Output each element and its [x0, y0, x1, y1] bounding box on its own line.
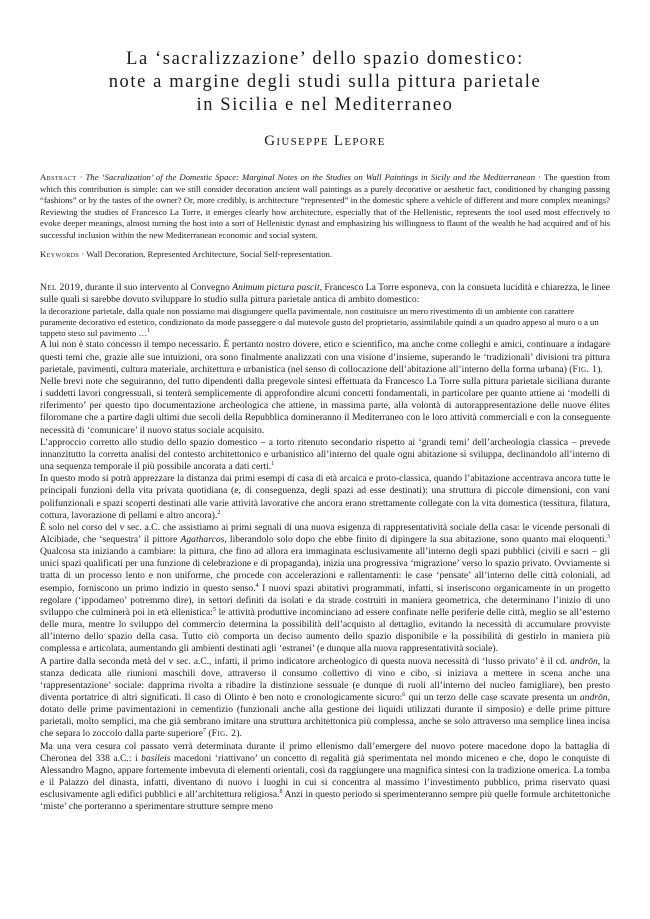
article-body — [40, 282, 610, 814]
term-basileis: basileis — [141, 752, 171, 764]
paragraph-7-text-f: ). — [236, 728, 242, 740]
title-line-1: La ‘sacralizzazione’ dello spazio domestico: — [126, 49, 524, 69]
block-quote — [40, 306, 610, 340]
abstract-label: Abstract — [40, 172, 77, 182]
keywords-text: Wall Decoration, Represented Architecture, Social Self-representation. — [86, 248, 333, 259]
paragraph-8 — [40, 741, 610, 814]
keywords-label: Keywords — [40, 248, 80, 259]
paragraph-6-text-b: , liberandolo solo dopo che ebbe finito di dipingere la sua abitazione, sono quanto mai eloquenti. — [224, 533, 607, 545]
painter-name: Agatharcos — [180, 533, 225, 545]
paragraph-7-text-e: ( — [206, 728, 212, 740]
author-name: Giuseppe Lepore — [264, 133, 386, 149]
footnote-ref[interactable]: 6 — [402, 691, 406, 698]
article-title — [40, 48, 610, 117]
footnote-ref[interactable]: 1 — [271, 460, 275, 467]
figure-ref[interactable]: Fig. 1 — [572, 363, 598, 375]
paragraph-2-text: A lui non è stato concesso il tempo necessario. È pertanto nostro dovere, etico e scientifico, ma anche come colleghi e amici, continuare a indagare questi temi che, grazie alle sue intuizioni, ora sono finalmente analizzati con una visione d’insieme, superando le ‘tradizionali’ divisioni tra pittura parietale, pavimenti, cultura materiale, architettura e urbanistica (nel senso di collocazione dell’abitazione all’interno della forma urbana) ( — [40, 339, 610, 375]
footnote-ref[interactable]: 7 — [203, 728, 207, 735]
paragraph-1 — [40, 282, 610, 306]
paragraph-7-text-c: qui un terzo delle case scavate presenta un — [405, 692, 580, 704]
paragraph-4-text: L’approccio corretto allo studio dello spazio domestico – a torto ritenuto secondario rispetto ai ‘grandi temi’ dell’archeologia classica – prevede innanzitutto la corretta analisi del contesto architettonico e urbanistico all’interno del quale ogni abitazione si sviluppa, declinandolo all’interno di una sequenza temporale il più possibile ancorata a dati certi. — [40, 436, 610, 473]
abstract-text: The question from which this contribution is simple: can we still consider decoration ancient wall paintings as a purely decorative or aesthetic fact, conditioned by changing passing “fashions” or by the tastes of the owner? Or, more credibly, is architecture “represented” in the domestic sphere a vehicle of different and more complex meanings? Reviewing the studies of Francesco La Torre, it emerges clearly how architecture, especially that of the Hellenistic, represents the tool used most effectively to evoke deeper meanings, almost turning the host into a sort of Hellenistic dynast and emphasizing his willingness to flaunt of the wealth he had acquired and of his successful inclusion within the new Mediterranean economic and social system. — [40, 172, 610, 240]
footnote-ref[interactable]: 3 — [607, 533, 610, 540]
opening-words: Nel 2019 — [40, 281, 81, 293]
paragraph-7-text-d: , dotato delle prime pavimentazioni in cementizio (funzionali anche alla gestione dei liquidi utilizzati durante il simposio) e delle prime pitture parietali, molto semplici, ma che già sembrano imitare una struttura architettonica più complessa, anche se solo attraverso una semplice linea incisa che separa lo zoccolo dalla parte superiore — [40, 692, 610, 740]
paragraph-6-text-e: le attività produttive incominciano ad essere confinate nelle periferie delle città, meglio se all’esterno delle mura, mentre lo sviluppo del commercio determina la possibilità dell’acquisto al dettaglio, evitando la necessità di accumulare provviste all’interno dello spazio della casa. Tutto ciò comporta un deciso aumento dello spazio disponibile e la possibilità di gestirlo in maniera più complessa e articolata, aumentando gli ambienti destinati agli ‘estranei’ (e dunque alla nuova rappresentatività sociale). — [40, 606, 610, 655]
footnote-ref[interactable]: 5 — [212, 606, 216, 613]
paragraph-6-text-c: Qualcosa sta iniziando a cambiare: la pittura, che fino ad allora era immaginata esclusivamente all’interno degli spazi pubblici (civili e sacri – gli unici spazi qualificati per una funzione di celebrazione e di propaganda), inizia una progressiva ‘migrazione’ verso lo spazio privato. Ovviamente si tratta di un processo lento e non uniforme, che procede con accelerazioni e rallentamenti: le case ‘pensate’ all’interno delle città coloniali, ad esempio, forniscono un primo indizio in questo senso. — [40, 546, 610, 594]
paragraph-8-text-c: Anzi in questo periodo si sperimenteranno sempre più quelle formule architettoniche ‘miste’ che porteranno a sperimentare strutture sempre meno — [40, 789, 610, 813]
title-line-2: note a margine degli studi sulla pittura parietale — [108, 72, 542, 92]
paragraph-1-text-a: , durante il suo intervento al Convegno — [80, 281, 233, 293]
paragraph-7-text-a: A partire dalla seconda metà del v sec. a.C., infatti, il primo indicatore archeologico di questa nuova necessità di ‘lusso privato’ è il cd. — [40, 655, 571, 667]
title-line-3: in Sicilia e nel Mediterraneo — [196, 95, 454, 115]
paragraph-4 — [40, 437, 610, 473]
footnote-ref[interactable]: 1 — [147, 328, 151, 335]
paragraph-6-text-d: I nuovi spazi abitativi programmati, infatti, si inseriscono organicamente in un progetto regolare (‘ippodameo’ potremmo dire), in settori definiti da isolati e da strade costruiti in maniera geometrica, che determinano l’inizio di uno sviluppo che culminerà poi in età ellenistica: — [40, 582, 610, 618]
conference-title: Animum pictura pascit — [232, 281, 320, 293]
footnote-ref[interactable]: 8 — [279, 789, 283, 796]
paragraph-2 — [40, 339, 610, 375]
paragraph-5 — [40, 473, 610, 522]
paragraph-7 — [40, 656, 610, 741]
quote-text: la decorazione parietale, dalla quale non possiamo mai disgiungere quella pavimentale, non costituisce un mero rivestimento di un ambiente con carattere puramente decorativo ed estetico, condizionato da mode passeggere o dal mutevole gusto del proprietario, assimilabile quindi a un quadro appeso al muro o a un tappeto steso sul pavimento … — [40, 305, 599, 339]
term-andron: andrōn — [570, 655, 598, 667]
term-andron: andrōn — [579, 692, 608, 704]
paragraph-3: Nelle brevi note che seguiranno, del tutto dipendenti dalla pregevole sintesi effettuata da Francesco La Torre sulla pittura parietale siciliana durante i suddetti lavori congressuali, si tenterà semplicemente di approfondire alcuni concetti fondamentali, in particolare per quanto attiene ai ‘modelli di riferimento’ per questo tipo documentazione archeologica che attiene, in massima parte, alla volontà di autorappresentazione delle nuove élites filoromane che a partire dagli ultimi due secoli della Repubblica domineranno il Mediterraneo con le loro attività commerciali e con la conseguente necessità di ‘comunicare’ il nuovo status sociale acquisito. — [40, 375, 610, 436]
paragraph-6 — [40, 522, 610, 656]
abstract — [40, 172, 610, 242]
paragraph-7-text-b: , la stanza dedicata alle riunioni maschili dove, attraverso il consumo collettivo di vino e cibo, si iniziava a mettere in scena anche una ‘rappresentazione’ sociale: dapprima rivolta a ribadire la distinzione sessuale (e dunque di ruoli all’interno del nucleo famigliare), ben presto diventa portatrice di altri significati. Il caso di Olinto è ben noto e cronologicamente sicuro: — [40, 655, 610, 704]
abstract-separator-2: · — [535, 172, 544, 182]
paragraph-5-text: In questo modo si potrà apprezzare la distanza dai primi esempi di casa di età arcaica e proto-classica, quando l’abitazione accentrava ancora tutte le principali funzioni della vita privata quotidiana (e, di conseguenza, degli spazi ad esse destinati): una struttura di piccole dimensioni, con vani polifunzionali e spazi scoperti destinati alle varie attività lavorative che ancora erano strettamente collegate con la vita domestica (tessitura, filatura, cottura, lavorazione di pellami e altro ancora). — [40, 473, 610, 521]
paragraph-6-text-a: È solo nel corso del v sec. a.C. che assistiamo ai primi segnali di una nuova esigenza di rappresentatività sociale della casa: le vicende personali di Alcibiade, che ‘sequestra’ il pittore — [40, 521, 610, 545]
abstract-separator: · — [76, 172, 86, 182]
figure-ref[interactable]: Fig. 2 — [211, 728, 237, 740]
keywords-separator: · — [79, 248, 87, 259]
paragraph-2-end: ). — [597, 363, 603, 375]
abstract-english-title: The ‘Sacralization’ of the Domestic Space: Marginal Notes on the Studies on Wall Paintings in Sicily and the Mediterranean — [85, 172, 536, 182]
paragraph-8-text-b: macedoni ‘riattivano’ un concetto di regalità già sperimentata nel mondo miceneo e che, dopo le conquiste di Alessandro Magno, appare fortemente imbevuta di elementi orientali, così da raggiungere una magnifica sintesi con la tradizione omerica. La tomba e il Palazzo del dinasta, infatti, diventano di nuovo i luoghi in cui si concentra al massimo l’investimento pubblico, prima riservato quasi esclusivamente agli edifici pubblici e all’architettura religiosa. — [40, 752, 610, 801]
footnote-ref[interactable]: 4 — [255, 582, 259, 589]
footnote-ref[interactable]: 2 — [217, 509, 221, 516]
paragraph-8-text-a: Ma una vera cesura col passato verrà determinata durante il primo ellenismo dall’emergere del nuovo potere macedone dopo la battaglia di Cheronea del 338 a.C.: i — [40, 740, 610, 764]
keywords — [40, 249, 610, 260]
paragraph-1-text-b: , Francesco La Torre esponeva, con la consueta lucidità e chiarezza, le linee sulle quali si sarebbe dovuto sviluppare lo studio sulla pittura parietale antica di ambito domestico: — [40, 281, 610, 305]
